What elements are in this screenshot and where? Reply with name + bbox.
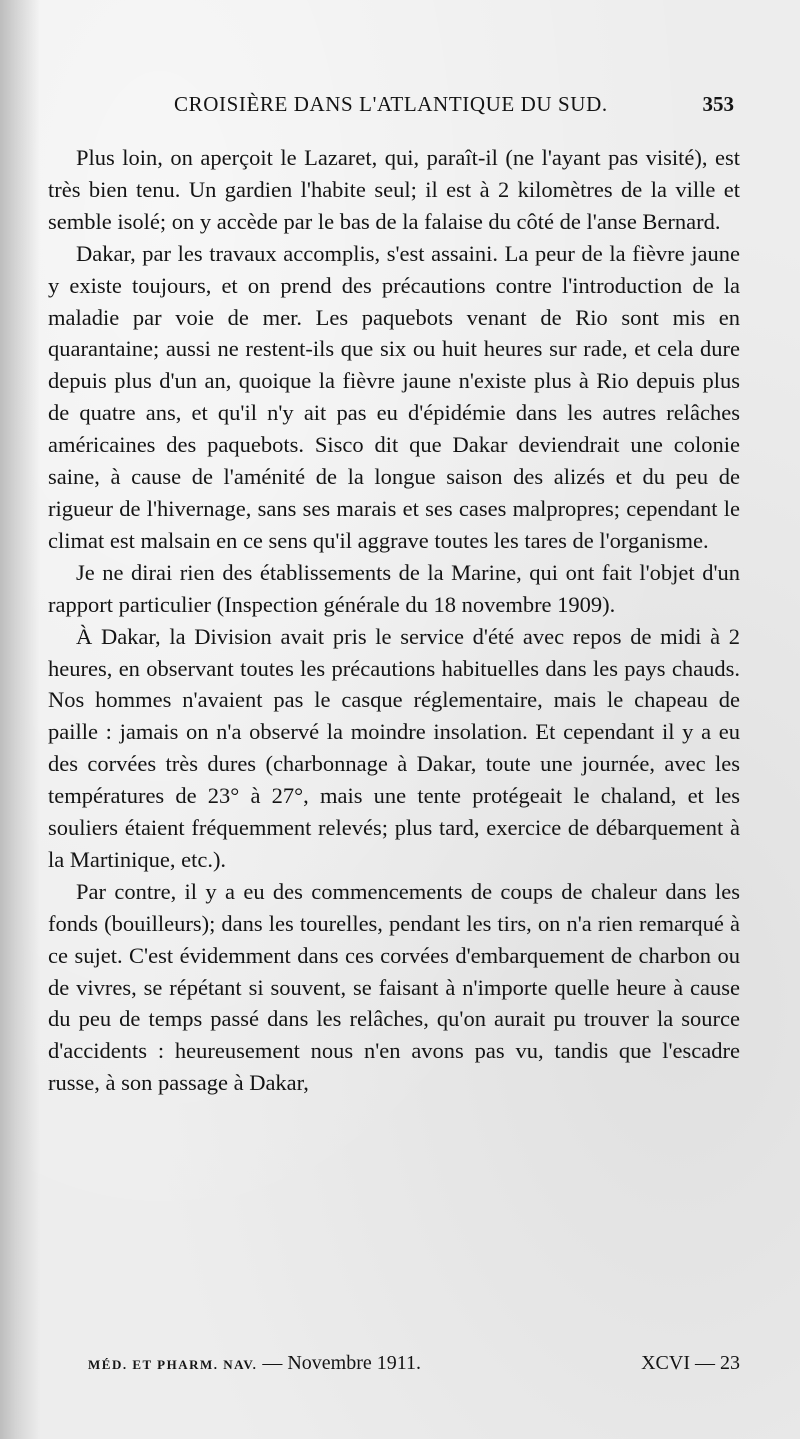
paragraph-dakar-sanitation: Dakar, par les travaux accomplis, s'est assaini. La peur de la fièvre jaune y existe toujours, et on prend des précautions contre l'introduction de la maladie par voie de mer. Les paquebots venant de Rio sont mis en quarantaine; aussi ne restent-ils que six ou huit heures sur rade, et cela dure depuis plus d'un an, quoique la fièvre jaune n'existe plus à Rio depuis plus de quatre ans, et qu'il n'y ait pas eu d'épidémie dans les autres relâches américaines des paquebots. Sisco dit que Dakar deviendrait une colonie saine, à cause de l'aménité de la longue saison des alizés et du peu de rigueur de l'hivernage, sans ses marais et ses cases malpropres; cependant le climat est malsain en ce sens qu'il aggrave toutes les tares de l'organisme. xyxy=(48,240,740,553)
paragraph-heat-strokes: Par contre, il y a eu des commencements de coups de chaleur dans les fonds (bouilleurs); dans les tourelles, pendant les tirs, on n'a rien remarqué à ce sujet. C'est évidemment dans ces corvées d'embarquement de charbon ou de vivres, se répétant si souvent, se faisant à n'importe quelle heure à cause du peu de temps passé dans les relâches, qu'on aurait pu trouver la source d'accidents : heureusement nous n'en avons pas vu, tandis que l'escadre russe, à son passage à Dakar, xyxy=(48,878,740,1096)
issue-date: Novembre 1911. xyxy=(287,1352,422,1374)
journal-name: MÉD. ET PHARM. NAV. xyxy=(88,1357,258,1372)
journal-signature xyxy=(88,1352,421,1375)
signature-mark: XCVI — 23 xyxy=(641,1352,740,1374)
page-header xyxy=(48,92,740,122)
page-footer xyxy=(48,1352,740,1382)
running-title: CROISIÈRE DANS L'ATLANTIQUE DU SUD. xyxy=(174,92,608,116)
body-text xyxy=(48,142,740,1352)
page-number: 353 xyxy=(702,92,734,116)
page-gutter-shadow xyxy=(0,0,40,1439)
paragraph-marine-establishments: Je ne dirai rien des établissements de la Marine, qui ont fait l'objet d'un rapport particulier (Inspection générale du 18 novembre 1909). xyxy=(48,559,740,617)
footer-separator: — xyxy=(262,1352,283,1374)
paragraph-summer-service: À Dakar, la Division avait pris le service d'été avec repos de midi à 2 heures, en observant toutes les précautions habituelles dans les pays chauds. Nos hommes n'avaient pas le casque réglementaire, mais le chapeau de paille : jamais on n'a observé la moindre insolation. Et cependant il y a eu des corvées très dures (charbonnage à Dakar, toute une journée, avec les températures de 23° à 27°, mais une tente protégeait le chaland, et les souliers étaient fréquemment relevés; plus tard, exercice de débarquement à la Martinique, etc.). xyxy=(48,623,740,872)
paragraph-lazaret: Plus loin, on aperçoit le Lazaret, qui, paraît-il (ne l'ayant pas visité), est très bien tenu. Un gardien l'habite seul; il est à 2 kilomètres de la ville et semble isolé; on y accède par le bas de la falaise du côté de l'anse Bernard. xyxy=(48,145,740,234)
